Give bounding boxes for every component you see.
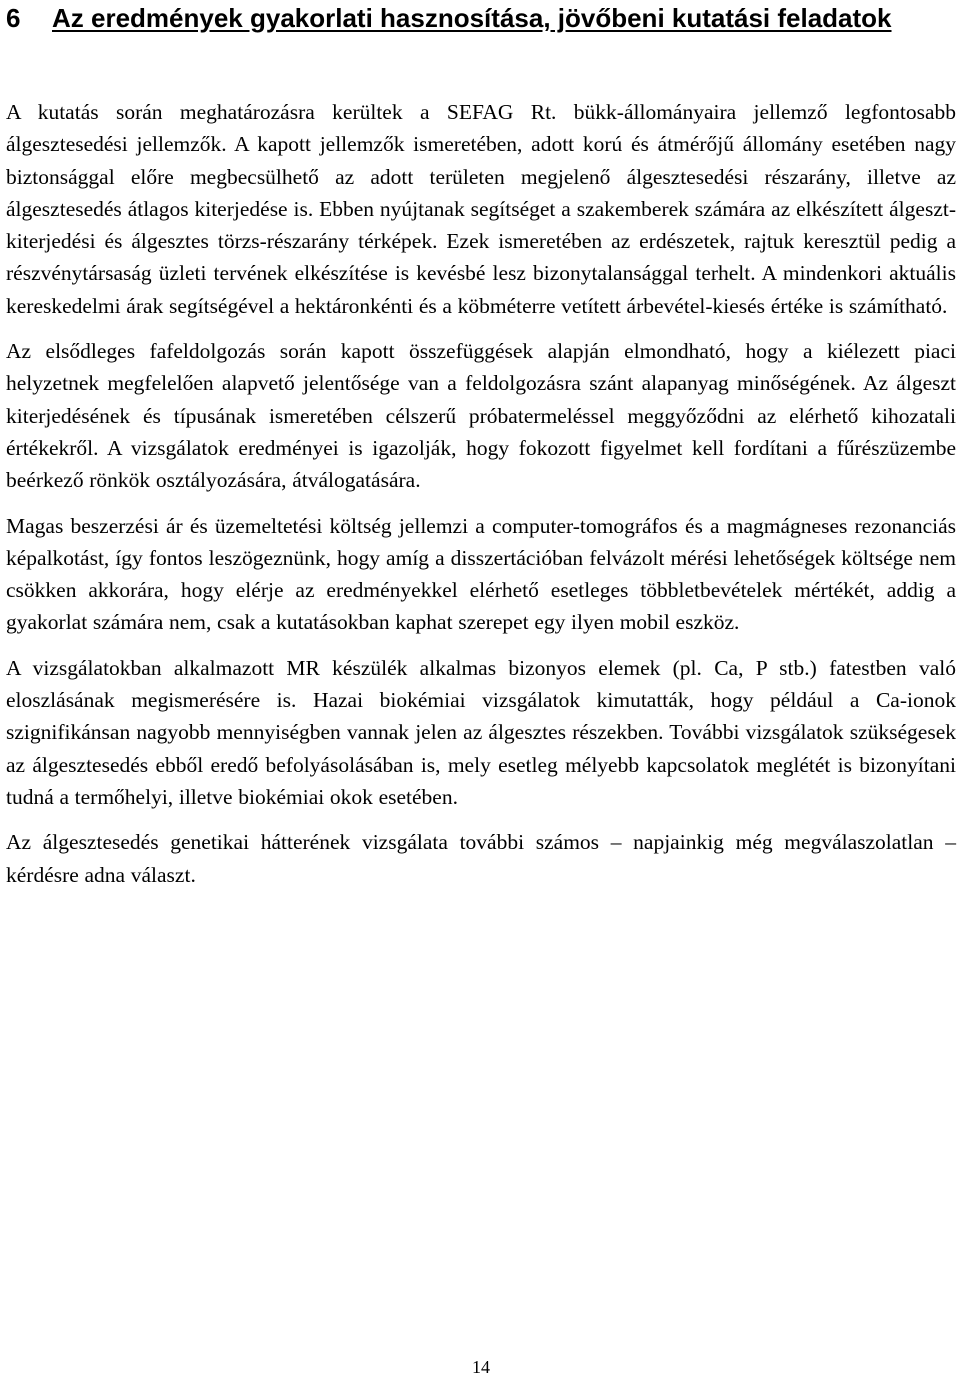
paragraph-2: Az elsődleges fafeldolgozás során kapott összefüggések alapján elmondható, hogy a kiélezett piaci helyzetnek megfelelően alapvető jelentősége van a feldolgozásra szánt alapanyag minőségének. Az álgeszt kiterjedésének és típusának ismeretében célszerű próbatermeléssel meggyőződni az elérhető kihozatali értékekről. A vizsgálatok eredményei is igazolják, hogy fokozott figyelmet kell fordítani a fűrészüzembe beérkező rönkök osztályozására, átválogatására.: [6, 339, 956, 493]
paragraph-3: Magas beszerzési ár és üzemeltetési költség jellemzi a computer-tomográfos és a magmágneses rezonanciás képalkotást, így fontos leszögeznünk, hogy amíg a disszertációban felvázolt mérési lehetőségek költsége nem csökken akkorára, hogy elérje az eredményekkel elérhető esetleges többletbevételek mértékét, addig a gyakorlat számára nem, csak a kutatásokban kaphat szerepet egy ilyen mobil eszköz.: [6, 513, 956, 635]
section-title: Az eredmények gyakorlati hasznosítása, jövőbeni kutatási feladatok: [52, 3, 892, 33]
paragraph-4: A vizsgálatokban alkalmazott MR készülék alkalmas bizonyos elemek (pl. Ca, P stb.) fatestben való eloszlásának megismerésére is. Hazai biokémiai vizsgálatok kimutatták, hogy például a Ca-ionok szignifikánsan nagyobb mennyiségben vannak jelen az álgesztes részekben. További vizsgálatok szükségesek az álgesztesedés ebből eredő befolyásolásában is, mely esetleg mélyebb kapcsolatok meglétét is bizonyítani tudná a termőhelyi, illetve biokémiai okok esetében.: [6, 655, 956, 809]
page-number: 14: [472, 1357, 490, 1377]
section-heading: [6, 0, 956, 37]
paragraph-5: Az álgesztesedés genetikai hátterének vizsgálata további számos – napjainkig még megválaszolatlan – kérdésre adna választ.: [6, 830, 956, 887]
body-text: [6, 96, 956, 904]
section-number: 6: [6, 3, 21, 33]
document-page: [6, 0, 956, 1380]
paragraph-1: A kutatás során meghatározásra kerültek a SEFAG Rt. bükk-állományaira jellemző legfontosabb álgesztesedési jellemzők. A kapott jellemzők ismeretében, adott korú és átmérőjű állomány esetében nagy biztonsággal előre megbecsülhető az adott területen megjelenő álgesztesedési részarány, illetve az álgesztesedés átlagos kiterjedése is. Ebben nyújtanak segítséget a szakemberek számára az elkészített álgeszt-kiterjedési és álgesztes törzs-részarány térképek. Ezek ismeretében az erdészetek, rajtuk keresztül pedig a részvénytársaság üzleti tervének elkészítése is kevésbé lesz bizonytalansággal terhelt. A mindenkori aktuális kereskedelmi árak segítségével a hektáronkénti és a köbméterre vetített árbevétel-kiesés értéke is számítható.: [6, 100, 956, 318]
